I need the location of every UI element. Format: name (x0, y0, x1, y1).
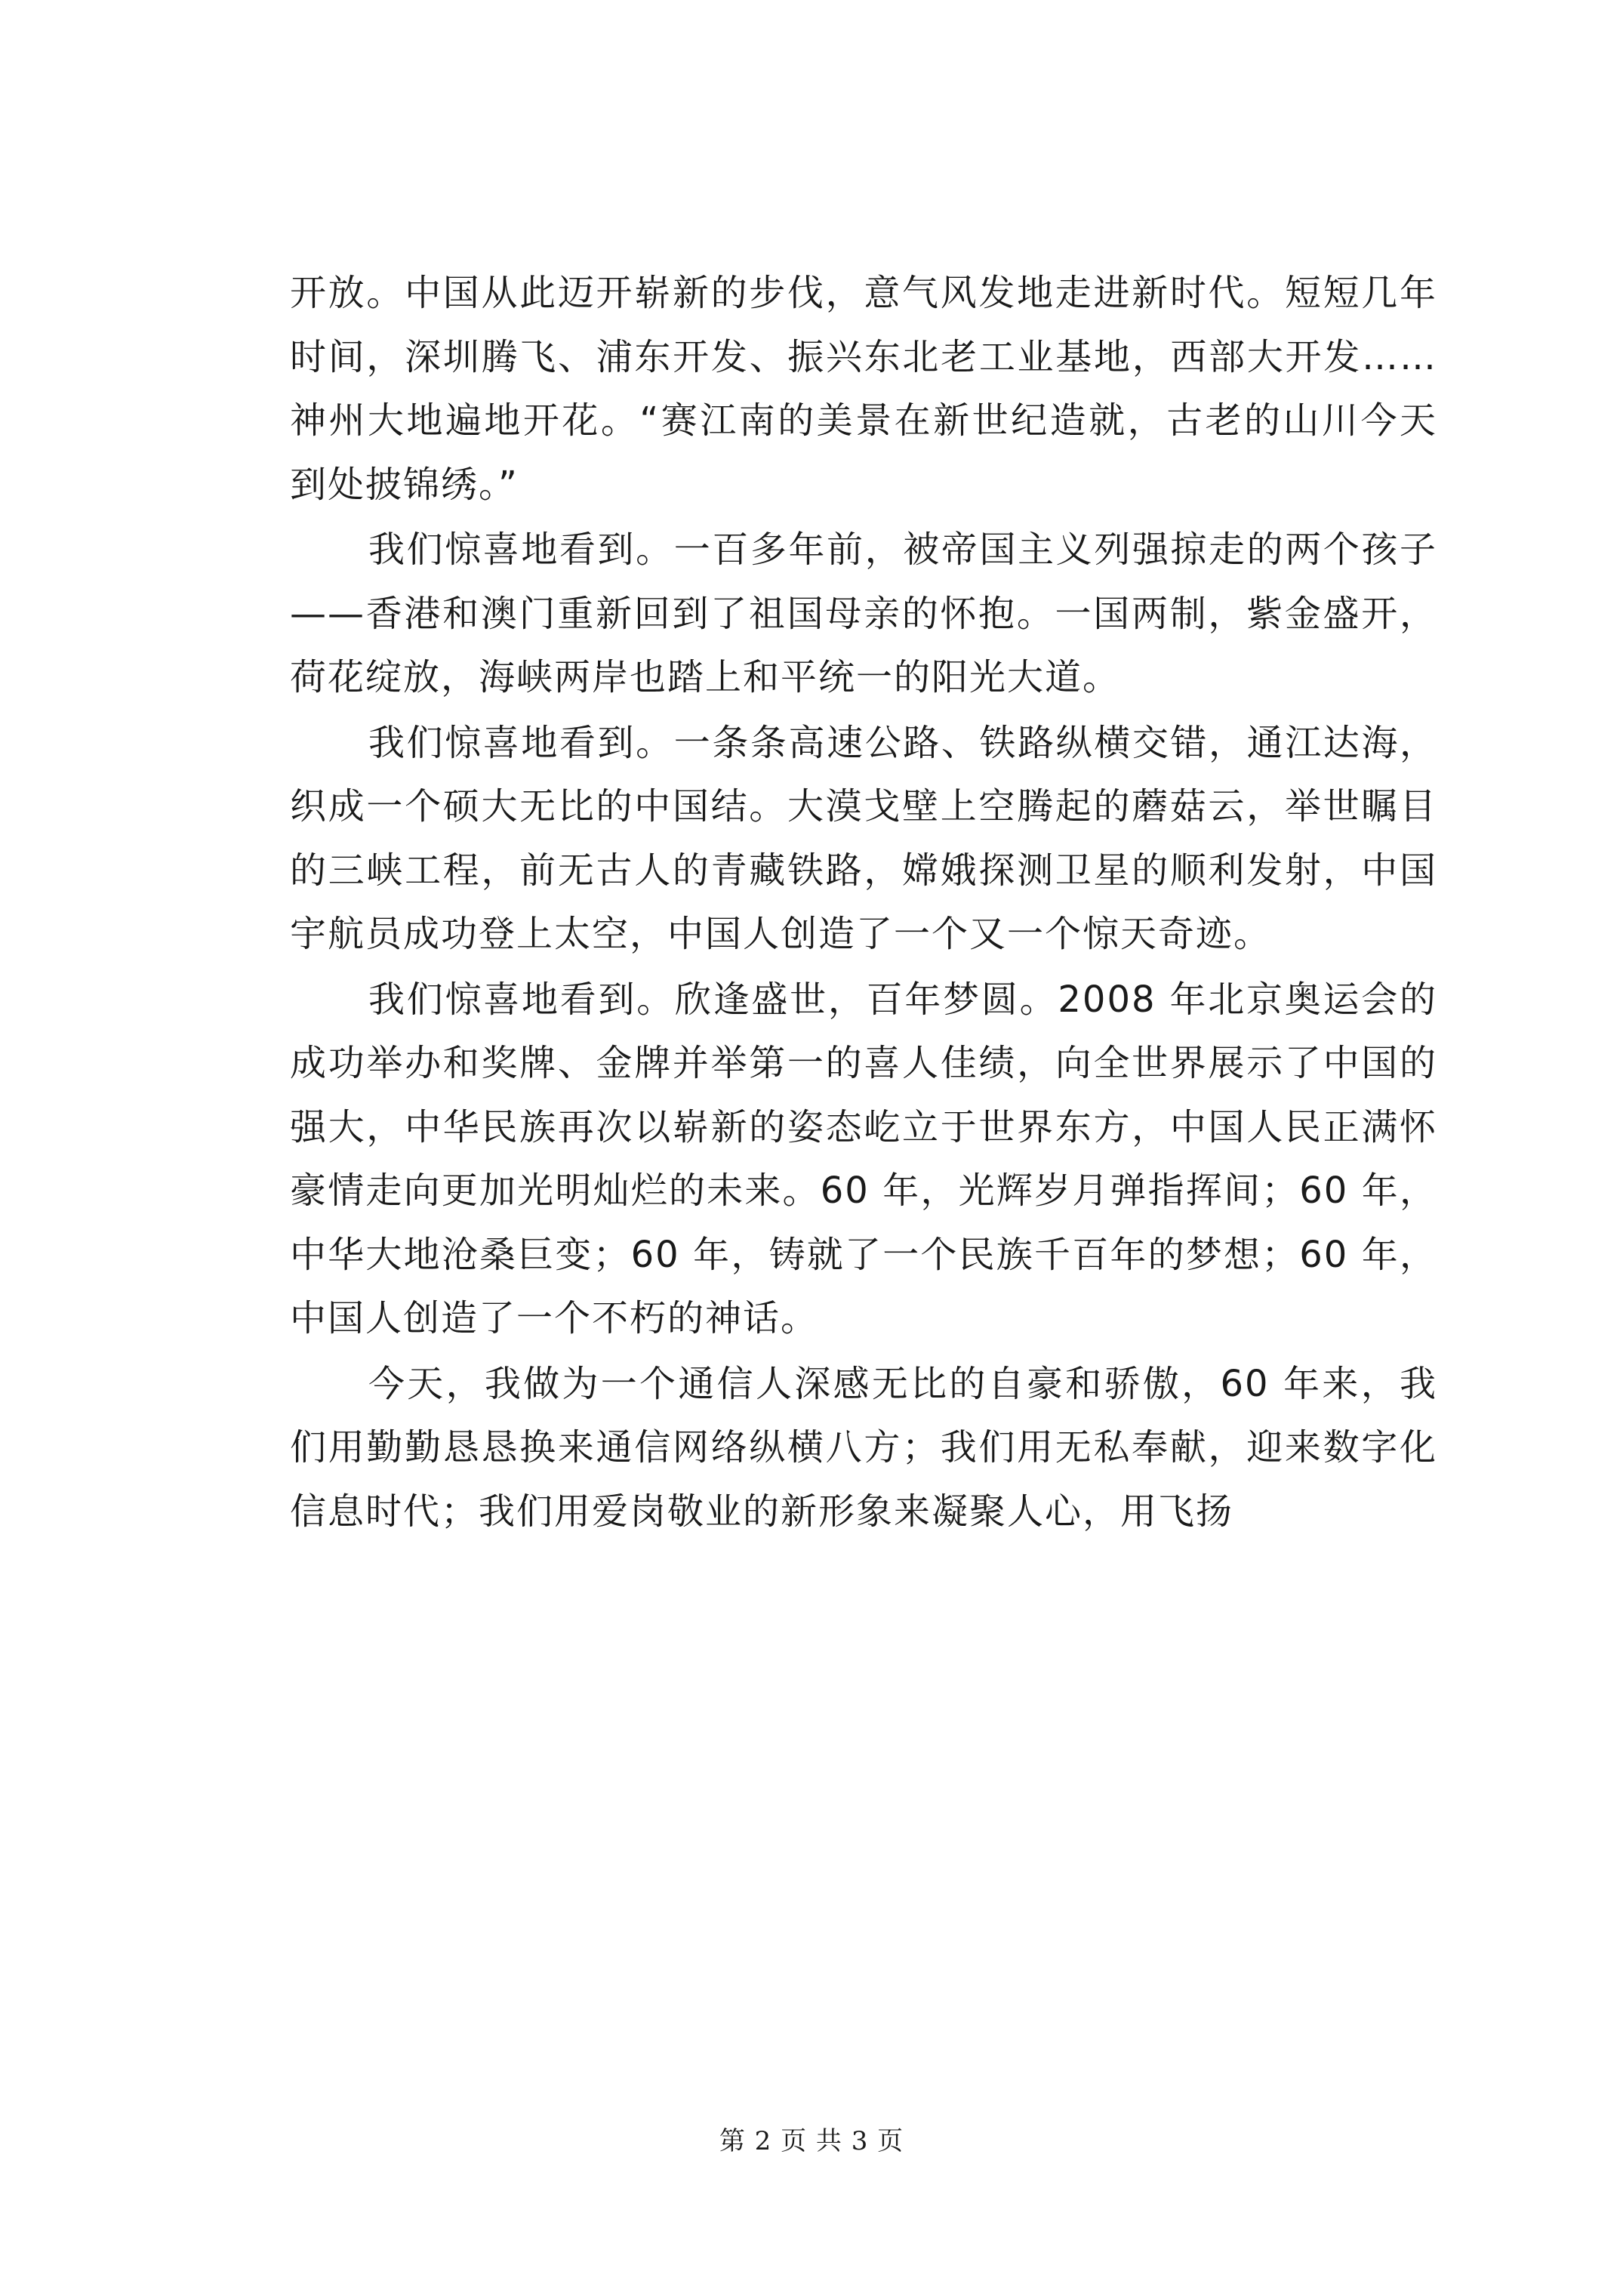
paragraph-5: 今天，我做为一个通信人深感无比的自豪和骄傲，60 年来，我们用勤勤恳恳换来通信网络纵横八方；我们用无私奉献，迎来数字化信息时代；我们用爱岗敬业的新形象来凝聚人心，用飞扬 (290, 1362, 1437, 1533)
paragraph-2: 我们惊喜地看到。一百多年前，被帝国主义列强掠走的两个孩子——香港和澳门重新回到了祖国母亲的怀抱。一国两制，紫金盛开，荷花绽放，海峡两岸也踏上和平统一的阳光大道。 (290, 529, 1437, 698)
paragraph-3: 我们惊喜地看到。一条条高速公路、铁路纵横交错，通江达海，织成一个硕大无比的中国结。大漠戈壁上空腾起的蘑菇云，举世瞩目的三峡工程，前无古人的青藏铁路，嫦娥探测卫星的顺利发射，中国宇航员成功登上太空，中国人创造了一个又一个惊天奇迹。 (290, 721, 1437, 955)
page-footer: 第 2 页 共 3 页 (719, 2126, 904, 2156)
paragraph-1: 开放。中国从此迈开崭新的步伐，意气风发地走进新时代。短短几年时间，深圳腾飞、浦东开发、振兴东北老工业基地，西部大开发……神州大地遍地开花。“赛江南的美景在新世纪造就，古老的山川今天到处披锦绣。” (290, 272, 1437, 506)
body-text (290, 261, 1437, 1545)
paragraph-4: 我们惊喜地看到。欣逢盛世，百年梦圆。2008 年北京奥运会的成功举办和奖牌、金牌并举第一的喜人佳绩，向全世界展示了中国的强大，中华民族再次以崭新的姿态屹立于世界东方，中国人民正满怀豪情走向更加光明灿烂的未来。60 年，光辉岁月弹指挥间；60 年，中华大地沧桑巨变；60 年，铸就了一个民族千百年的梦想；60 年，中国人创造了一个不朽的神话。 (290, 978, 1437, 1339)
